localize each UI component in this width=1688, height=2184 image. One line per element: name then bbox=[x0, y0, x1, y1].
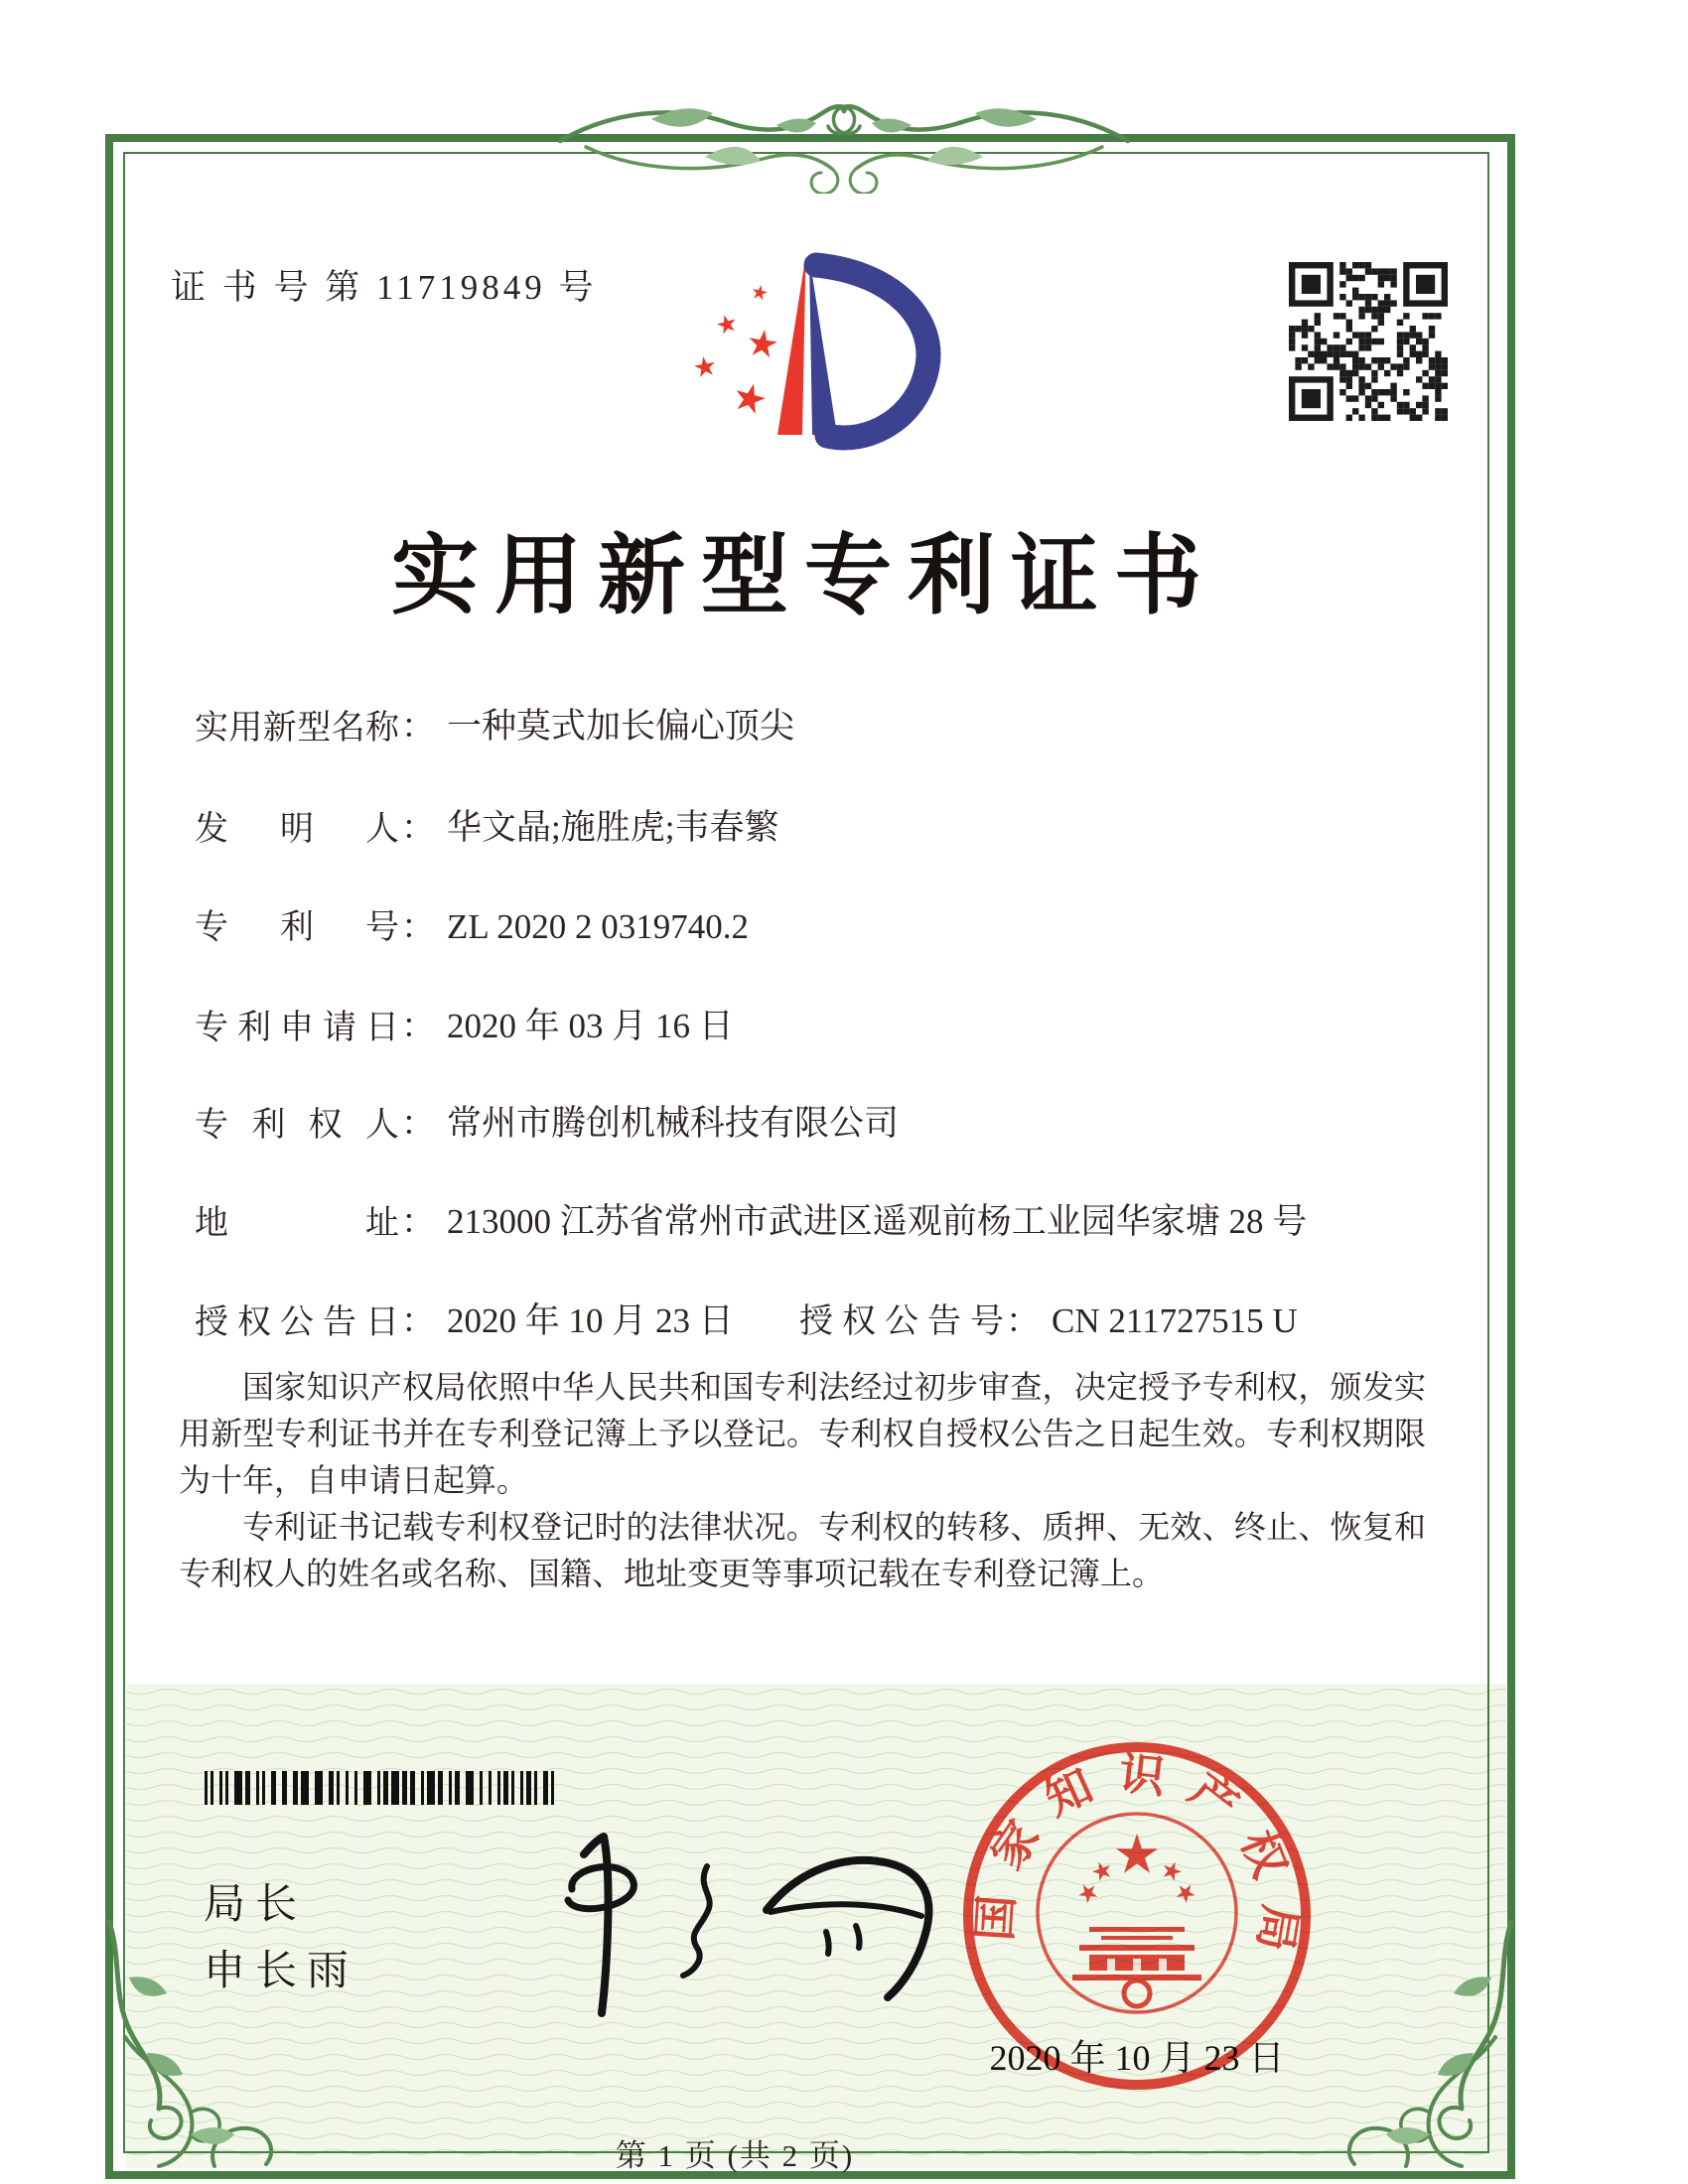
field-row-patent-number bbox=[195, 899, 749, 948]
field-label: 专利申请日 bbox=[195, 1010, 399, 1046]
field-value: 华文晶;施胜虎;韦春繁 bbox=[447, 808, 779, 847]
field-colon: ： bbox=[401, 909, 435, 946]
national-emblem-red-seal-icon bbox=[953, 1732, 1321, 2100]
field-value: 一种莫式加长偏心顶尖 bbox=[447, 707, 795, 746]
field-row-name bbox=[195, 699, 794, 749]
field-colon: ： bbox=[1006, 1303, 1040, 1340]
field-label: 专利权人 bbox=[195, 1107, 399, 1144]
field-value: 2020 年 03 月 16 日 bbox=[447, 1007, 734, 1045]
qr-code bbox=[1289, 262, 1448, 421]
field-value: 2020 年 10 月 23 日 bbox=[447, 1301, 734, 1340]
bottom-right-floral-ornament-icon bbox=[1317, 1918, 1525, 2176]
director-title: 局长 bbox=[204, 1882, 308, 1928]
director-name: 申长雨 bbox=[204, 1949, 359, 1994]
barcode bbox=[205, 1771, 558, 1805]
top-floral-ornament-icon bbox=[556, 89, 1132, 194]
field-colon: ： bbox=[401, 1106, 435, 1143]
seal-ring-text: 国家知识产权局 bbox=[969, 1747, 1307, 1977]
field-label: 发明人 bbox=[195, 811, 399, 848]
handwritten-signature-icon bbox=[477, 1815, 973, 2033]
page-number: 第 1 页 (共 2 页) bbox=[615, 2138, 855, 2173]
field-row-patentee bbox=[195, 1096, 899, 1146]
certificate-number: 证 书 号 第 11719849 号 bbox=[171, 268, 598, 307]
field-row-address bbox=[195, 1194, 1307, 1244]
field-value: CN 211727515 U bbox=[1052, 1301, 1298, 1340]
seal-date: 2020 年 10 月 23 日 bbox=[989, 2038, 1285, 2078]
field-label: 授权公告日 bbox=[195, 1304, 399, 1341]
field-label: 地址 bbox=[195, 1205, 399, 1242]
legal-paragraph: 专利证书记载专利权登记时的法律状况。专利权的转移、质押、无效、终止、恢复和专利权人的姓名或名称、国籍、地址变更等事项记载在专利登记簿上。 bbox=[179, 1509, 1426, 1591]
field-value: 213000 江苏省常州市武进区遥观前杨工业园华家塘 28 号 bbox=[447, 1202, 1308, 1241]
field-label: 专利号 bbox=[195, 909, 399, 946]
field-row-inventors bbox=[195, 800, 778, 850]
field-value: ZL 2020 2 0319740.2 bbox=[447, 907, 749, 946]
field-label: 实用新型名称 bbox=[195, 710, 399, 747]
field-colon: ： bbox=[401, 709, 435, 746]
grant-date-row bbox=[195, 1294, 734, 1343]
cnipa-logo-icon bbox=[645, 223, 943, 472]
grant-number-row bbox=[799, 1294, 1298, 1342]
field-colon: ： bbox=[401, 810, 435, 847]
certificate-title: 实用新型专利证书 bbox=[390, 529, 1217, 625]
legal-paragraph: 国家知识产权局依照中华人民共和国专利法经过初步审查，决定授予专利权，颁发实用新型专利证书并在专利登记簿上予以登记。专利权自授权公告之日起生效。专利权期限为十年，自申请日起算。 bbox=[179, 1369, 1426, 1498]
legal-text-block bbox=[179, 1364, 1426, 1597]
field-colon: ： bbox=[401, 1303, 435, 1340]
field-colon: ： bbox=[401, 1204, 435, 1241]
field-row-filing-date bbox=[195, 999, 734, 1048]
field-label: 授权公告号 bbox=[799, 1303, 1004, 1340]
field-value: 常州市腾创机械科技有限公司 bbox=[447, 1104, 900, 1143]
field-colon: ： bbox=[401, 1009, 435, 1045]
